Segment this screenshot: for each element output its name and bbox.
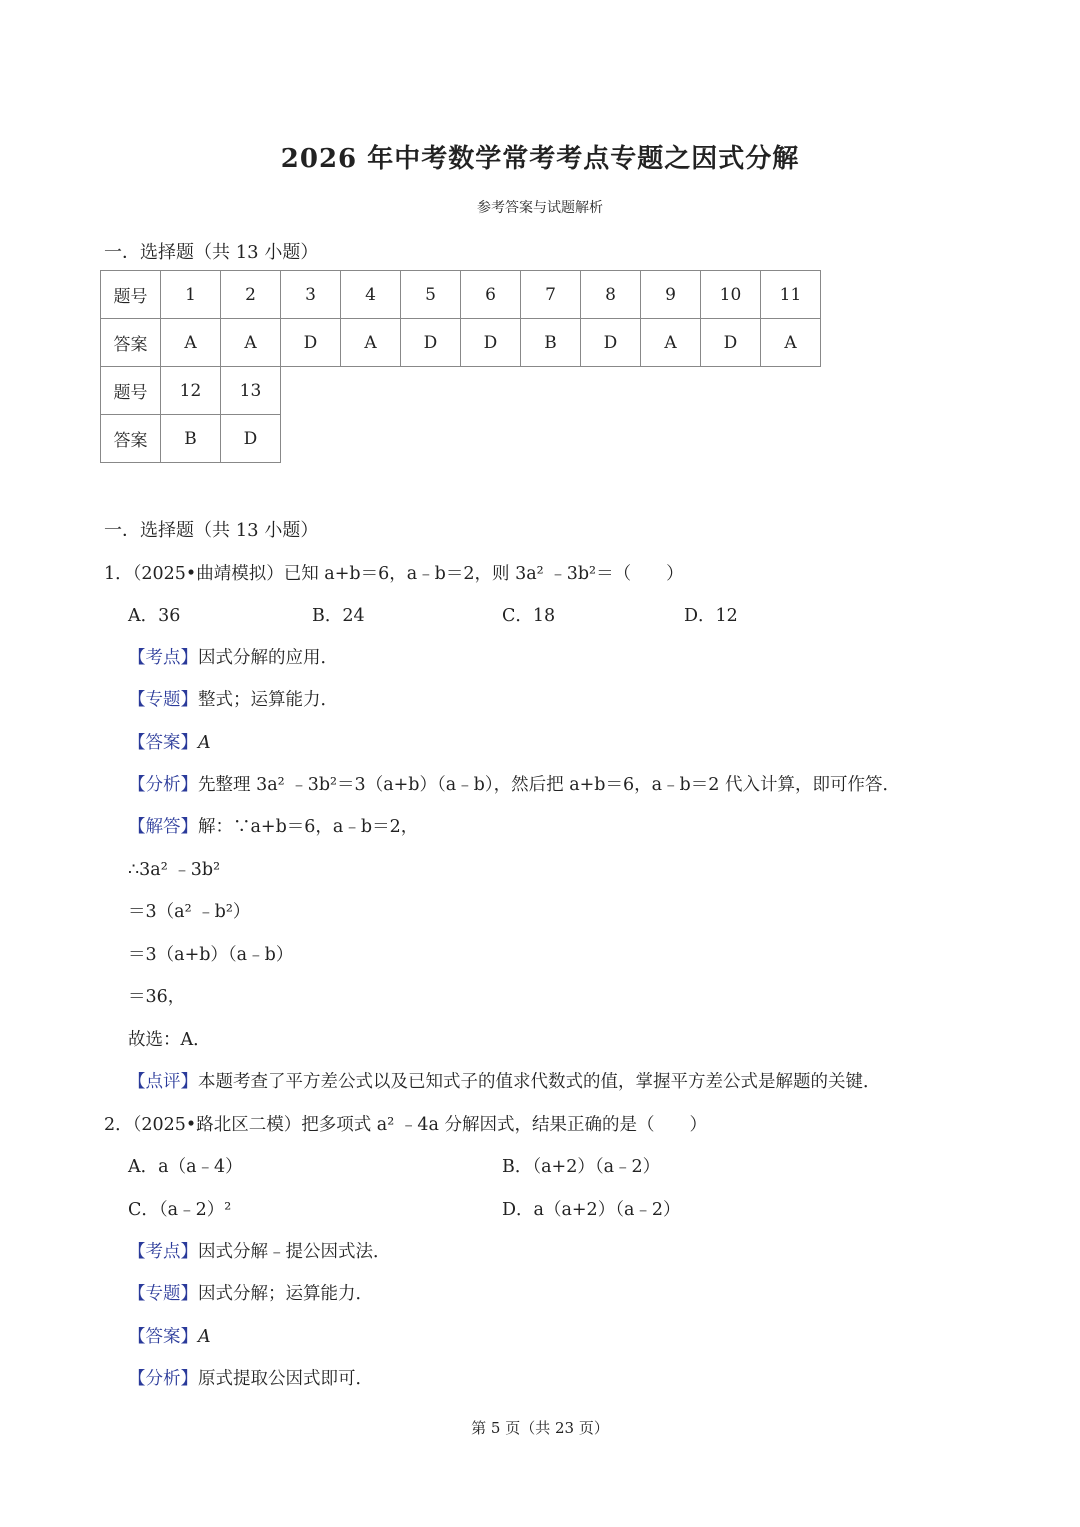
q2-fenxi-text: 原式提取公因式即可．	[198, 1369, 373, 1389]
q1-kaodian-text: 因式分解的应用．	[198, 648, 338, 668]
q1-stem: 1．（2025•曲靖模拟）已知 a+b＝6，a﹣b＝2，则 3a² ﹣3b²＝（ ）	[104, 564, 684, 584]
page-title: 2026 年中考数学常考考点专题之因式分解	[280, 144, 800, 174]
table-cell: A	[161, 319, 221, 367]
table-cell: A	[641, 319, 701, 367]
section-heading-solutions: 一．选择题（共 13 小题）	[104, 520, 319, 541]
table-cell: A	[221, 319, 281, 367]
table-cell: 5	[401, 271, 461, 319]
q1-dianping	[128, 1068, 881, 1093]
q1-fenxi-text: 先整理 3a² ﹣3b²＝3（a+b）（a﹣b），然后把 a+b＝6，a﹣b＝2 代入计算，即可作答．	[198, 775, 900, 795]
q2-option-a: A．a（a﹣4）	[128, 1157, 243, 1177]
tag-label: 【专题】	[128, 1284, 198, 1304]
table-cell: 2	[221, 271, 281, 319]
table-cell: 答案	[101, 415, 161, 463]
table-cell: D	[701, 319, 761, 367]
q2-zhuanti-text: 因式分解；运算能力．	[198, 1284, 373, 1304]
table-row	[101, 415, 821, 463]
table-cell: A	[341, 319, 401, 367]
table-cell: 题号	[101, 271, 161, 319]
table-cell: 1	[161, 271, 221, 319]
table-cell: B	[161, 415, 221, 463]
q2-zhuanti	[128, 1280, 373, 1305]
table-cell: 8	[581, 271, 641, 319]
table-cell: D	[221, 415, 281, 463]
table-row	[101, 367, 821, 415]
answer-table	[100, 270, 821, 463]
table-cell: 3	[281, 271, 341, 319]
q1-option-c: C．18	[502, 606, 556, 626]
table-empty	[281, 367, 821, 415]
table-cell: 11	[761, 271, 821, 319]
table-cell: D	[281, 319, 341, 367]
table-cell: B	[521, 319, 581, 367]
tag-label: 【答案】	[128, 1327, 198, 1347]
q2-kaodian	[128, 1238, 391, 1263]
q1-kaodian	[128, 644, 338, 669]
q2-option-b: B．（a+2）（a﹣2）	[502, 1157, 661, 1177]
table-row	[101, 319, 821, 367]
q1-daan-text: A	[198, 733, 211, 753]
q1-step: ∴3a² ﹣3b²	[128, 860, 221, 880]
tag-label: 【分析】	[128, 775, 198, 795]
q1-option-b: B．24	[312, 606, 365, 626]
tag-label: 【答案】	[128, 733, 198, 753]
q1-daan	[128, 729, 211, 754]
tag-label: 【专题】	[128, 690, 198, 710]
q1-step: ＝3（a² ﹣b²）	[128, 902, 251, 922]
table-cell: 6	[461, 271, 521, 319]
q2-kaodian-text: 因式分解﹣提公因式法．	[198, 1242, 391, 1262]
table-cell: 7	[521, 271, 581, 319]
page-footer: 第 5 页（共 23 页）	[471, 1419, 609, 1437]
section-heading-answers: 一．选择题（共 13 小题）	[104, 242, 319, 263]
q1-jieda	[128, 813, 418, 838]
q2-stem: 2．（2025•路北区二模）把多项式 a² ﹣4a 分解因式，结果正确的是（ ）	[104, 1115, 707, 1135]
tag-label: 【分析】	[128, 1369, 198, 1389]
table-cell: 4	[341, 271, 401, 319]
table-cell: 10	[701, 271, 761, 319]
q1-option-d: D．12	[684, 606, 738, 626]
q1-step: ＝3（a+b）（a﹣b）	[128, 945, 294, 965]
table-cell: A	[761, 319, 821, 367]
table-row	[101, 271, 821, 319]
q1-step: 故选：A．	[128, 1030, 211, 1050]
q1-jieda-text: 解：∵a+b＝6，a﹣b＝2，	[198, 817, 419, 837]
table-cell: 题号	[101, 367, 161, 415]
q2-fenxi	[128, 1365, 373, 1390]
tag-label: 【解答】	[128, 817, 198, 837]
q1-dianping-text: 本题考查了平方差公式以及已知式子的值求代数式的值，掌握平方差公式是解题的关键．	[198, 1072, 881, 1092]
q1-option-a: A．36	[128, 606, 181, 626]
q1-zhuanti	[128, 686, 338, 711]
table-cell: D	[581, 319, 641, 367]
q2-daan-text: A	[198, 1327, 211, 1347]
table-cell: 9	[641, 271, 701, 319]
table-empty	[281, 415, 821, 463]
tag-label: 【考点】	[128, 1242, 198, 1262]
q1-fenxi	[128, 771, 900, 796]
q1-zhuanti-text: 整式；运算能力．	[198, 690, 338, 710]
q2-daan	[128, 1323, 211, 1348]
q2-option-c: C．（a﹣2）²	[128, 1200, 232, 1220]
page-subtitle: 参考答案与试题解析	[477, 200, 603, 216]
table-cell: 答案	[101, 319, 161, 367]
table-cell: D	[461, 319, 521, 367]
table-cell: 13	[221, 367, 281, 415]
table-cell: 12	[161, 367, 221, 415]
q1-step: ＝36，	[128, 987, 186, 1007]
tag-label: 【考点】	[128, 648, 198, 668]
table-cell: D	[401, 319, 461, 367]
q2-option-d: D．a（a+2）（a﹣2）	[502, 1200, 681, 1220]
tag-label: 【点评】	[128, 1072, 198, 1092]
